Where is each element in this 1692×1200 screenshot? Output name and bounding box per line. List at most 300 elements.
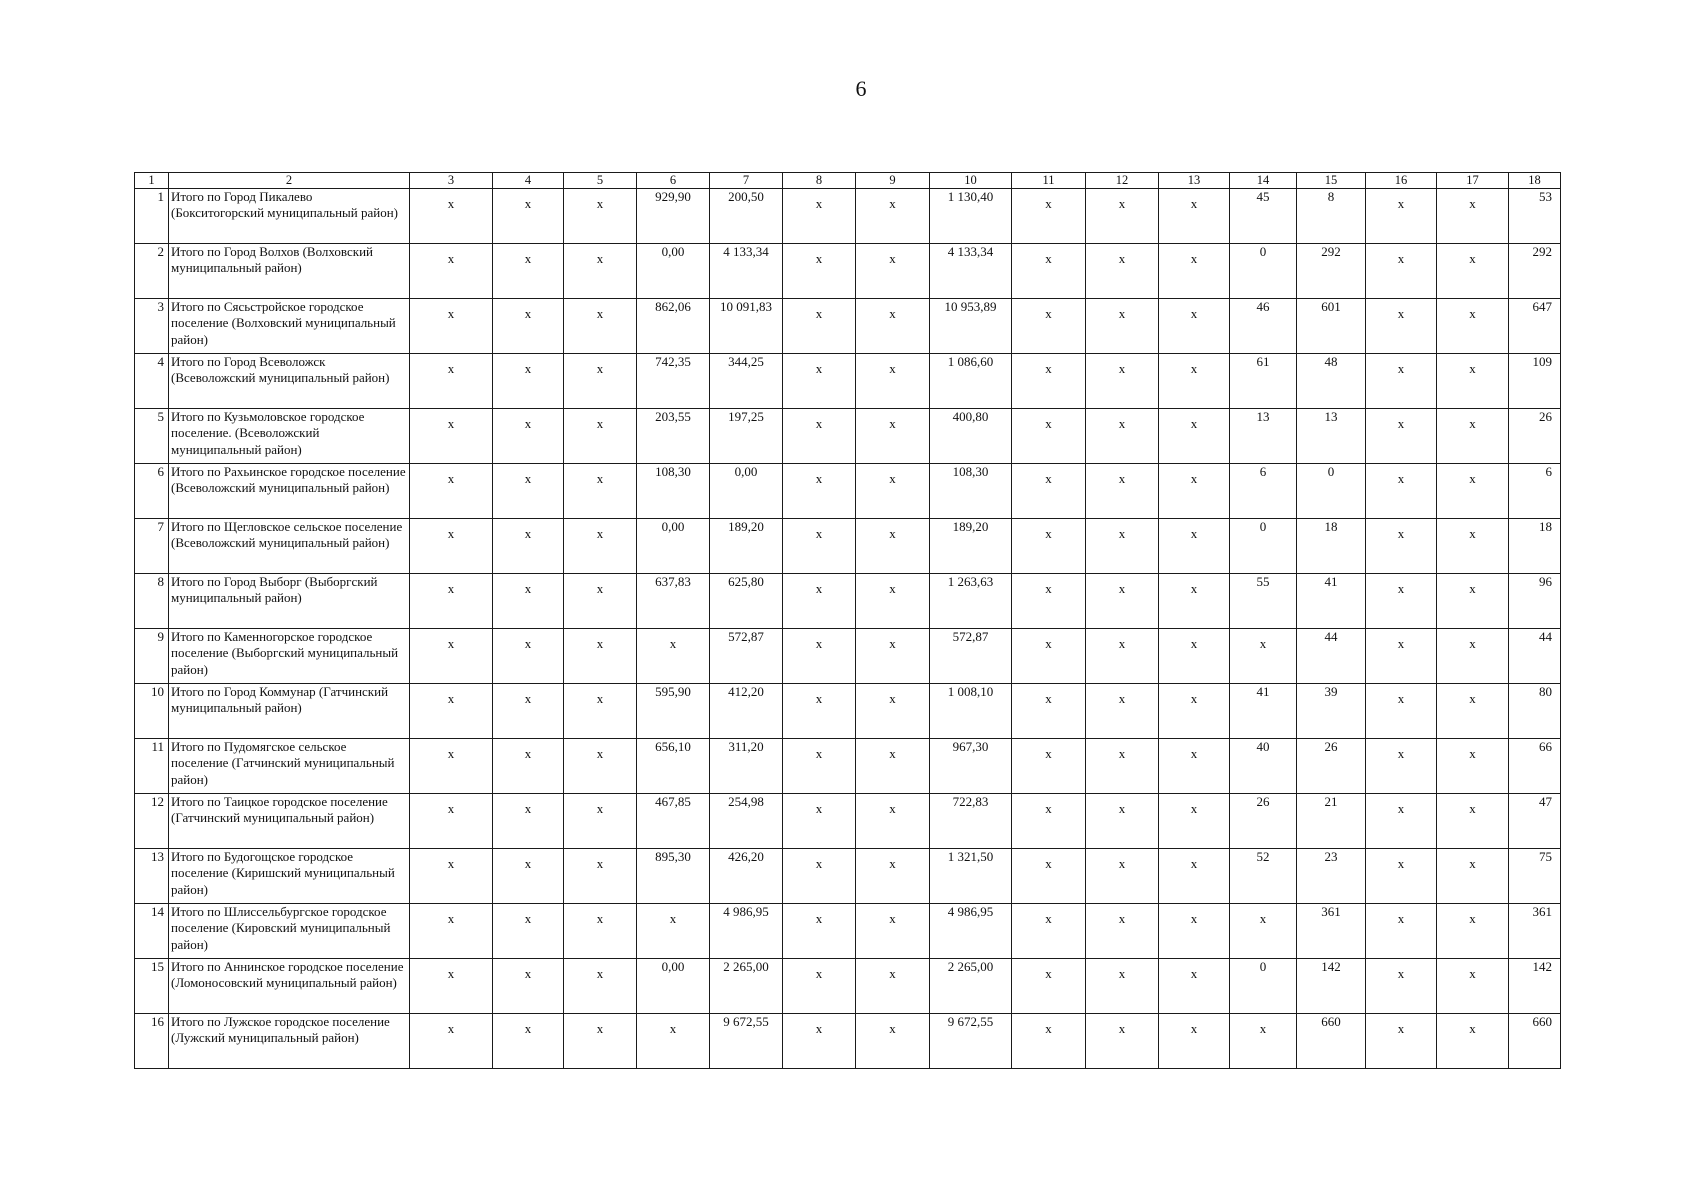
value-cell-col-17: x (1437, 794, 1509, 849)
value-cell-col-9: x (856, 849, 930, 904)
column-header-3: 3 (410, 173, 493, 189)
value-cell-col-9: x (856, 629, 930, 684)
value-cell-col-7: 4 133,34 (710, 244, 783, 299)
value-cell-col-17: x (1437, 299, 1509, 354)
value-cell-col-10: 9 672,55 (930, 1014, 1012, 1069)
value-cell-col-7: 572,87 (710, 629, 783, 684)
value-cell-col-4: x (493, 519, 564, 574)
value-cell-col-9: x (856, 1014, 930, 1069)
value-cell-col-9: x (856, 904, 930, 959)
value-cell-col-9: x (856, 464, 930, 519)
table-row (135, 959, 1561, 1014)
value-cell-col-11: x (1012, 244, 1086, 299)
value-cell-col-12: x (1086, 189, 1159, 244)
value-cell-col-12: x (1086, 464, 1159, 519)
value-cell-col-5: x (564, 189, 637, 244)
value-cell-col-8: x (783, 904, 856, 959)
value-cell-col-3: x (410, 244, 493, 299)
value-cell-col-15: 21 (1297, 794, 1366, 849)
value-cell-col-3: x (410, 904, 493, 959)
value-cell-col-17: x (1437, 629, 1509, 684)
value-cell-col-4: x (493, 244, 564, 299)
value-cell-col-9: x (856, 299, 930, 354)
settlement-name-cell: Итого по Аннинское городское поселение (Ломоносовский муниципальный район) (169, 959, 410, 1014)
table-row (135, 244, 1561, 299)
value-cell-col-17: x (1437, 189, 1509, 244)
table-row (135, 464, 1561, 519)
column-header-5: 5 (564, 173, 637, 189)
value-cell-col-14: 0 (1230, 959, 1297, 1014)
table-row (135, 739, 1561, 794)
value-cell-col-3: x (410, 849, 493, 904)
value-cell-col-13: x (1159, 904, 1230, 959)
value-cell-col-18: 26 (1509, 409, 1561, 464)
value-cell-col-8: x (783, 354, 856, 409)
table-row (135, 409, 1561, 464)
value-cell-col-15: 660 (1297, 1014, 1366, 1069)
value-cell-col-7: 197,25 (710, 409, 783, 464)
value-cell-col-17: x (1437, 1014, 1509, 1069)
value-cell-col-3: x (410, 739, 493, 794)
value-cell-col-6: x (637, 629, 710, 684)
value-cell-col-12: x (1086, 244, 1159, 299)
value-cell-col-4: x (493, 739, 564, 794)
value-cell-col-10: 4 133,34 (930, 244, 1012, 299)
value-cell-col-15: 48 (1297, 354, 1366, 409)
value-cell-col-5: x (564, 244, 637, 299)
value-cell-col-7: 200,50 (710, 189, 783, 244)
value-cell-col-11: x (1012, 959, 1086, 1014)
row-number-cell: 13 (135, 849, 169, 904)
value-cell-col-12: x (1086, 629, 1159, 684)
value-cell-col-8: x (783, 684, 856, 739)
value-cell-col-3: x (410, 464, 493, 519)
value-cell-col-12: x (1086, 299, 1159, 354)
column-header-1: 1 (135, 173, 169, 189)
row-number-cell: 15 (135, 959, 169, 1014)
value-cell-col-4: x (493, 794, 564, 849)
value-cell-col-10: 1 008,10 (930, 684, 1012, 739)
table-row (135, 629, 1561, 684)
value-cell-col-5: x (564, 629, 637, 684)
value-cell-col-8: x (783, 244, 856, 299)
value-cell-col-11: x (1012, 464, 1086, 519)
value-cell-col-9: x (856, 739, 930, 794)
row-number-cell: 9 (135, 629, 169, 684)
value-cell-col-15: 39 (1297, 684, 1366, 739)
value-cell-col-6: x (637, 904, 710, 959)
value-cell-col-8: x (783, 849, 856, 904)
value-cell-col-11: x (1012, 299, 1086, 354)
value-cell-col-6: 656,10 (637, 739, 710, 794)
settlement-name-cell: Итого по Город Коммунар (Гатчинский муниципальный район) (169, 684, 410, 739)
value-cell-col-3: x (410, 519, 493, 574)
column-header-15: 15 (1297, 173, 1366, 189)
value-cell-col-15: 601 (1297, 299, 1366, 354)
value-cell-col-7: 0,00 (710, 464, 783, 519)
value-cell-col-4: x (493, 299, 564, 354)
value-cell-col-7: 9 672,55 (710, 1014, 783, 1069)
value-cell-col-4: x (493, 959, 564, 1014)
value-cell-col-12: x (1086, 849, 1159, 904)
value-cell-col-7: 254,98 (710, 794, 783, 849)
column-header-18: 18 (1509, 173, 1561, 189)
value-cell-col-4: x (493, 1014, 564, 1069)
value-cell-col-14: 13 (1230, 409, 1297, 464)
value-cell-col-13: x (1159, 519, 1230, 574)
value-cell-col-4: x (493, 904, 564, 959)
value-cell-col-11: x (1012, 189, 1086, 244)
value-cell-col-18: 142 (1509, 959, 1561, 1014)
value-cell-col-8: x (783, 464, 856, 519)
value-cell-col-8: x (783, 629, 856, 684)
data-table (134, 172, 1561, 1069)
value-cell-col-4: x (493, 684, 564, 739)
value-cell-col-14: x (1230, 1014, 1297, 1069)
table-row (135, 849, 1561, 904)
value-cell-col-3: x (410, 189, 493, 244)
value-cell-col-10: 1 086,60 (930, 354, 1012, 409)
column-header-6: 6 (637, 173, 710, 189)
value-cell-col-11: x (1012, 1014, 1086, 1069)
value-cell-col-12: x (1086, 794, 1159, 849)
row-number-cell: 4 (135, 354, 169, 409)
value-cell-col-18: 647 (1509, 299, 1561, 354)
value-cell-col-16: x (1366, 244, 1437, 299)
value-cell-col-14: 55 (1230, 574, 1297, 629)
settlement-name-cell: Итого по Таицкое городское поселение (Гатчинский муниципальный район) (169, 794, 410, 849)
value-cell-col-16: x (1366, 904, 1437, 959)
value-cell-col-13: x (1159, 244, 1230, 299)
value-cell-col-13: x (1159, 464, 1230, 519)
value-cell-col-18: 361 (1509, 904, 1561, 959)
value-cell-col-12: x (1086, 1014, 1159, 1069)
value-cell-col-10: 722,83 (930, 794, 1012, 849)
value-cell-col-8: x (783, 189, 856, 244)
table-row (135, 574, 1561, 629)
value-cell-col-17: x (1437, 464, 1509, 519)
value-cell-col-9: x (856, 244, 930, 299)
value-cell-col-7: 426,20 (710, 849, 783, 904)
column-header-10: 10 (930, 173, 1012, 189)
value-cell-col-6: 595,90 (637, 684, 710, 739)
value-cell-col-14: 45 (1230, 189, 1297, 244)
row-number-cell: 6 (135, 464, 169, 519)
value-cell-col-5: x (564, 739, 637, 794)
value-cell-col-3: x (410, 959, 493, 1014)
value-cell-col-16: x (1366, 574, 1437, 629)
value-cell-col-17: x (1437, 739, 1509, 794)
column-header-2: 2 (169, 173, 410, 189)
settlement-name-cell: Итого по Город Волхов (Волховский муниципальный район) (169, 244, 410, 299)
row-number-cell: 14 (135, 904, 169, 959)
value-cell-col-6: 742,35 (637, 354, 710, 409)
value-cell-col-11: x (1012, 519, 1086, 574)
value-cell-col-11: x (1012, 794, 1086, 849)
value-cell-col-4: x (493, 574, 564, 629)
value-cell-col-11: x (1012, 629, 1086, 684)
column-header-14: 14 (1230, 173, 1297, 189)
value-cell-col-17: x (1437, 409, 1509, 464)
value-cell-col-7: 344,25 (710, 354, 783, 409)
value-cell-col-6: 467,85 (637, 794, 710, 849)
column-header-17: 17 (1437, 173, 1509, 189)
value-cell-col-18: 109 (1509, 354, 1561, 409)
value-cell-col-12: x (1086, 354, 1159, 409)
value-cell-col-15: 292 (1297, 244, 1366, 299)
value-cell-col-6: 929,90 (637, 189, 710, 244)
value-cell-col-15: 361 (1297, 904, 1366, 959)
table-row (135, 904, 1561, 959)
value-cell-col-3: x (410, 1014, 493, 1069)
settlement-name-cell: Итого по Лужское городское поселение (Лужский муниципальный район) (169, 1014, 410, 1069)
table-row (135, 684, 1561, 739)
value-cell-col-16: x (1366, 519, 1437, 574)
value-cell-col-4: x (493, 189, 564, 244)
column-header-11: 11 (1012, 173, 1086, 189)
value-cell-col-9: x (856, 684, 930, 739)
value-cell-col-12: x (1086, 684, 1159, 739)
value-cell-col-13: x (1159, 629, 1230, 684)
value-cell-col-10: 400,80 (930, 409, 1012, 464)
row-number-cell: 11 (135, 739, 169, 794)
value-cell-col-18: 660 (1509, 1014, 1561, 1069)
value-cell-col-16: x (1366, 299, 1437, 354)
value-cell-col-17: x (1437, 519, 1509, 574)
value-cell-col-5: x (564, 574, 637, 629)
value-cell-col-18: 6 (1509, 464, 1561, 519)
value-cell-col-7: 2 265,00 (710, 959, 783, 1014)
column-header-16: 16 (1366, 173, 1437, 189)
row-number-cell: 16 (135, 1014, 169, 1069)
value-cell-col-10: 967,30 (930, 739, 1012, 794)
value-cell-col-16: x (1366, 629, 1437, 684)
value-cell-col-10: 572,87 (930, 629, 1012, 684)
value-cell-col-5: x (564, 794, 637, 849)
row-number-cell: 1 (135, 189, 169, 244)
value-cell-col-7: 189,20 (710, 519, 783, 574)
value-cell-col-7: 412,20 (710, 684, 783, 739)
settlement-name-cell: Итого по Рахьинское городское поселение (Всеволожский муниципальный район) (169, 464, 410, 519)
row-number-cell: 7 (135, 519, 169, 574)
settlement-name-cell: Итого по Шлиссельбургское городское поселение (Кировский муниципальный район) (169, 904, 410, 959)
value-cell-col-13: x (1159, 684, 1230, 739)
value-cell-col-6: x (637, 1014, 710, 1069)
value-cell-col-5: x (564, 409, 637, 464)
value-cell-col-3: x (410, 299, 493, 354)
value-cell-col-8: x (783, 794, 856, 849)
value-cell-col-5: x (564, 299, 637, 354)
settlement-name-cell: Итого по Пудомягское сельское поселение (Гатчинский муниципальный район) (169, 739, 410, 794)
value-cell-col-4: x (493, 409, 564, 464)
row-number-cell: 2 (135, 244, 169, 299)
value-cell-col-3: x (410, 629, 493, 684)
column-header-7: 7 (710, 173, 783, 189)
value-cell-col-17: x (1437, 849, 1509, 904)
settlement-name-cell: Итого по Сясьстройское городское поселение (Волховский муниципальный район) (169, 299, 410, 354)
value-cell-col-9: x (856, 574, 930, 629)
value-cell-col-18: 66 (1509, 739, 1561, 794)
value-cell-col-14: 41 (1230, 684, 1297, 739)
settlement-name-cell: Итого по Щегловское сельское поселение (Всеволожский муниципальный район) (169, 519, 410, 574)
value-cell-col-12: x (1086, 959, 1159, 1014)
value-cell-col-4: x (493, 849, 564, 904)
value-cell-col-11: x (1012, 904, 1086, 959)
value-cell-col-12: x (1086, 739, 1159, 794)
settlement-name-cell: Итого по Город Пикалево (Бокситогорский муниципальный район) (169, 189, 410, 244)
value-cell-col-4: x (493, 354, 564, 409)
value-cell-col-6: 0,00 (637, 519, 710, 574)
value-cell-col-8: x (783, 574, 856, 629)
value-cell-col-18: 44 (1509, 629, 1561, 684)
value-cell-col-7: 10 091,83 (710, 299, 783, 354)
value-cell-col-18: 18 (1509, 519, 1561, 574)
value-cell-col-17: x (1437, 904, 1509, 959)
value-cell-col-14: 0 (1230, 244, 1297, 299)
value-cell-col-15: 142 (1297, 959, 1366, 1014)
value-cell-col-9: x (856, 794, 930, 849)
value-cell-col-16: x (1366, 1014, 1437, 1069)
settlement-name-cell: Итого по Каменногорское городское поселение (Выборгский муниципальный район) (169, 629, 410, 684)
value-cell-col-16: x (1366, 464, 1437, 519)
value-cell-col-8: x (783, 1014, 856, 1069)
value-cell-col-13: x (1159, 299, 1230, 354)
value-cell-col-5: x (564, 904, 637, 959)
row-number-cell: 10 (135, 684, 169, 739)
row-number-cell: 3 (135, 299, 169, 354)
value-cell-col-13: x (1159, 959, 1230, 1014)
settlement-name-cell: Итого по Город Выборг (Выборгский муниципальный район) (169, 574, 410, 629)
value-cell-col-17: x (1437, 574, 1509, 629)
value-cell-col-12: x (1086, 519, 1159, 574)
value-cell-col-13: x (1159, 409, 1230, 464)
value-cell-col-12: x (1086, 574, 1159, 629)
value-cell-col-8: x (783, 739, 856, 794)
value-cell-col-13: x (1159, 189, 1230, 244)
value-cell-col-16: x (1366, 354, 1437, 409)
value-cell-col-5: x (564, 959, 637, 1014)
value-cell-col-15: 41 (1297, 574, 1366, 629)
settlement-name-cell: Итого по Будогощское городское поселение (Киришский муниципальный район) (169, 849, 410, 904)
value-cell-col-17: x (1437, 684, 1509, 739)
value-cell-col-15: 8 (1297, 189, 1366, 244)
value-cell-col-10: 189,20 (930, 519, 1012, 574)
table-row (135, 299, 1561, 354)
value-cell-col-18: 75 (1509, 849, 1561, 904)
column-header-4: 4 (493, 173, 564, 189)
value-cell-col-14: 46 (1230, 299, 1297, 354)
table-row (135, 519, 1561, 574)
value-cell-col-10: 1 321,50 (930, 849, 1012, 904)
value-cell-col-11: x (1012, 354, 1086, 409)
value-cell-col-9: x (856, 189, 930, 244)
value-cell-col-11: x (1012, 849, 1086, 904)
value-cell-col-11: x (1012, 739, 1086, 794)
table-header-row (135, 173, 1561, 189)
value-cell-col-12: x (1086, 409, 1159, 464)
value-cell-col-3: x (410, 574, 493, 629)
table-row (135, 794, 1561, 849)
value-cell-col-6: 0,00 (637, 244, 710, 299)
value-cell-col-10: 108,30 (930, 464, 1012, 519)
value-cell-col-15: 18 (1297, 519, 1366, 574)
value-cell-col-15: 0 (1297, 464, 1366, 519)
value-cell-col-12: x (1086, 904, 1159, 959)
settlement-name-cell: Итого по Кузьмоловское городское поселение. (Всеволожский муниципальный район) (169, 409, 410, 464)
value-cell-col-3: x (410, 354, 493, 409)
value-cell-col-15: 26 (1297, 739, 1366, 794)
value-cell-col-13: x (1159, 849, 1230, 904)
value-cell-col-16: x (1366, 684, 1437, 739)
value-cell-col-14: 0 (1230, 519, 1297, 574)
value-cell-col-3: x (410, 684, 493, 739)
value-cell-col-7: 4 986,95 (710, 904, 783, 959)
value-cell-col-5: x (564, 354, 637, 409)
value-cell-col-14: 52 (1230, 849, 1297, 904)
value-cell-col-9: x (856, 519, 930, 574)
value-cell-col-5: x (564, 519, 637, 574)
value-cell-col-17: x (1437, 244, 1509, 299)
value-cell-col-7: 625,80 (710, 574, 783, 629)
column-header-12: 12 (1086, 173, 1159, 189)
value-cell-col-13: x (1159, 574, 1230, 629)
value-cell-col-13: x (1159, 739, 1230, 794)
value-cell-col-15: 13 (1297, 409, 1366, 464)
value-cell-col-16: x (1366, 739, 1437, 794)
value-cell-col-18: 96 (1509, 574, 1561, 629)
value-cell-col-14: 40 (1230, 739, 1297, 794)
value-cell-col-6: 637,83 (637, 574, 710, 629)
value-cell-col-6: 108,30 (637, 464, 710, 519)
value-cell-col-18: 80 (1509, 684, 1561, 739)
value-cell-col-3: x (410, 794, 493, 849)
value-cell-col-8: x (783, 959, 856, 1014)
value-cell-col-16: x (1366, 189, 1437, 244)
value-cell-col-3: x (410, 409, 493, 464)
value-cell-col-10: 1 263,63 (930, 574, 1012, 629)
value-cell-col-17: x (1437, 354, 1509, 409)
value-cell-col-5: x (564, 849, 637, 904)
value-cell-col-8: x (783, 409, 856, 464)
value-cell-col-14: x (1230, 904, 1297, 959)
value-cell-col-10: 10 953,89 (930, 299, 1012, 354)
value-cell-col-8: x (783, 519, 856, 574)
table-body (135, 189, 1561, 1069)
table-row (135, 354, 1561, 409)
value-cell-col-10: 2 265,00 (930, 959, 1012, 1014)
table-row (135, 189, 1561, 244)
value-cell-col-9: x (856, 354, 930, 409)
row-number-cell: 5 (135, 409, 169, 464)
value-cell-col-13: x (1159, 794, 1230, 849)
value-cell-col-6: 862,06 (637, 299, 710, 354)
value-cell-col-4: x (493, 629, 564, 684)
value-cell-col-4: x (493, 464, 564, 519)
column-header-9: 9 (856, 173, 930, 189)
value-cell-col-5: x (564, 1014, 637, 1069)
page-number: 6 (855, 76, 867, 101)
value-cell-col-16: x (1366, 959, 1437, 1014)
value-cell-col-13: x (1159, 354, 1230, 409)
value-cell-col-6: 0,00 (637, 959, 710, 1014)
row-number-cell: 12 (135, 794, 169, 849)
value-cell-col-9: x (856, 409, 930, 464)
value-cell-col-14: 26 (1230, 794, 1297, 849)
value-cell-col-18: 53 (1509, 189, 1561, 244)
value-cell-col-9: x (856, 959, 930, 1014)
value-cell-col-15: 23 (1297, 849, 1366, 904)
value-cell-col-6: 203,55 (637, 409, 710, 464)
